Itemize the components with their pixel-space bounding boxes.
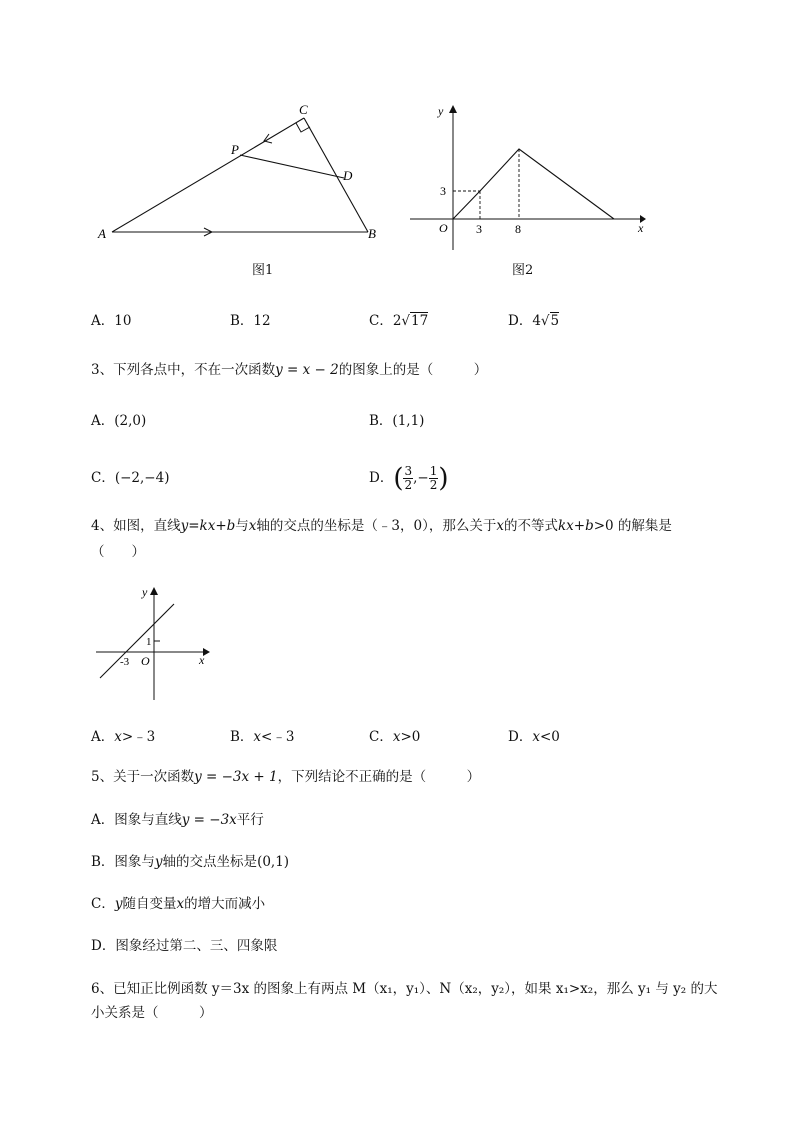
q2-option-b: B．12	[230, 313, 271, 329]
option-value: >﹣3	[121, 729, 156, 745]
figure-1-triangle	[90, 95, 390, 285]
q5-option-b	[91, 853, 289, 871]
fig2-tick-8x: 8	[515, 222, 521, 236]
q3-option-a	[91, 412, 146, 430]
option-text: C．	[91, 896, 115, 912]
q3-stem-text: 3、下列各点中，不在一次函数	[91, 362, 276, 378]
q4-stem-line1	[91, 517, 672, 535]
option-text: 随自变量	[122, 896, 177, 912]
sqrt-symbol: √	[401, 313, 411, 329]
q2-option-d	[508, 312, 559, 330]
q5-stem	[91, 768, 480, 786]
option-var: x	[253, 729, 262, 745]
option-text: 轴的交点坐标是	[162, 854, 258, 870]
q4-option-b	[230, 728, 294, 746]
fig2-label-O: O	[439, 221, 448, 235]
option-var: x	[392, 729, 401, 745]
option-var: y	[154, 854, 163, 870]
option-var: x	[114, 729, 122, 745]
fig2-label-y: y	[438, 104, 444, 118]
q4-fig-O: O	[141, 654, 150, 668]
q3-stem	[91, 361, 487, 379]
q5-option-d: D．图象经过第二、三、四象限	[91, 938, 278, 954]
q4-fig-minus3: -3	[120, 656, 130, 668]
q5-option-a	[91, 811, 264, 829]
fig1-label-P: P	[231, 142, 239, 157]
q4-fig-1: 1	[146, 636, 152, 648]
option-text: 的增大而减小	[184, 896, 266, 912]
option-value: <﹣3	[261, 729, 295, 745]
q6-stem-line2: 小关系是（ ）	[91, 1005, 213, 1021]
q4-text: 与	[235, 518, 249, 534]
q3-option-d	[369, 458, 449, 499]
option-label: D．	[369, 470, 394, 486]
fig2-label-x: x	[638, 221, 644, 235]
q2-option-c	[369, 312, 428, 330]
sqrt-symbol: √	[540, 313, 550, 329]
q5-formula: y = −3x + 1	[194, 769, 278, 785]
fig1-label-D: D	[343, 168, 353, 183]
option-formula: y = −3x	[181, 812, 237, 828]
numerator: 3	[404, 464, 413, 478]
fraction-1	[403, 465, 413, 492]
q4-var: x	[496, 518, 504, 534]
option-text: 平行	[236, 812, 264, 828]
q2-option-a: A．10	[91, 313, 132, 329]
q4-figure-graph	[90, 580, 220, 705]
denominator: 2	[429, 478, 438, 492]
option-value: (−2,−4)	[114, 470, 170, 486]
option-text: B．图象与	[91, 854, 155, 870]
fig2-tick-3y: 3	[440, 184, 446, 198]
q3-option-c	[91, 469, 169, 487]
option-var: x	[176, 896, 185, 912]
separator: ,−	[413, 470, 429, 486]
q6-stem-line1: 6、已知正比例函数 y＝3x 的图象上有两点 M（x₁，y₁）、N（x₂，y₂），如果 x₁>x₂，那么 y₁ 与 y₂ 的大	[91, 981, 718, 997]
option-label: D．	[508, 729, 533, 745]
q4-fig-x: x	[199, 653, 205, 667]
option-var: y	[114, 896, 123, 912]
q4-text: 的不等式	[503, 518, 558, 534]
q4-option-a	[91, 728, 155, 746]
q5-text: 5、关于一次函数	[91, 769, 195, 785]
denominator: 2	[404, 478, 413, 492]
figure-2-caption: 图2	[512, 263, 534, 278]
q2-option-d-prefix: D．4	[508, 313, 541, 329]
option-label: B．	[369, 413, 393, 429]
q3-stem-end: 的图象上的是（ ）	[338, 362, 488, 378]
option-label: C．	[91, 470, 115, 486]
q5-option-c	[91, 895, 265, 913]
numerator: 1	[429, 464, 438, 478]
left-paren: (	[393, 463, 404, 494]
q3-option-b	[369, 412, 424, 430]
q4-var: x	[248, 518, 257, 534]
q4-option-c	[369, 728, 420, 746]
option-label: C．	[369, 729, 393, 745]
q3-formula: y = x − 2	[275, 362, 339, 378]
q4-option-d	[508, 728, 560, 746]
q2-option-c-prefix: C．2	[369, 313, 402, 329]
fig1-label-C: C	[299, 102, 308, 117]
option-var: x	[532, 729, 540, 745]
q2-option-d-radicand: 5	[550, 313, 560, 329]
figure-1-caption: 图1	[252, 263, 274, 278]
q4-stem-line2: （ ）	[91, 544, 145, 560]
q4-text: 轴的交点的坐标是（﹣3，0），那么关于	[256, 518, 497, 534]
q4-text: >0 的解集是	[593, 518, 672, 534]
option-value: (0,1)	[257, 854, 290, 870]
option-value: (1,1)	[392, 413, 425, 429]
fig2-tick-3x: 3	[476, 222, 482, 236]
option-text: A．图象与直线	[91, 812, 182, 828]
option-value: <0	[539, 729, 560, 745]
q4-formula: y=kx+b	[180, 518, 236, 534]
option-value: (2,0)	[114, 413, 147, 429]
figure-2-graph	[400, 95, 660, 255]
q4-formula: kx+b	[557, 518, 594, 534]
right-paren: )	[438, 463, 449, 494]
q2-option-c-radicand: 17	[411, 313, 429, 329]
option-value: >0	[400, 729, 421, 745]
q5-text: ，下列结论不正确的是（ ）	[277, 769, 481, 785]
option-label: A．	[91, 729, 115, 745]
fig1-label-A: A	[98, 226, 106, 241]
fraction-2	[429, 465, 439, 492]
q4-text: 4、如图，直线	[91, 518, 181, 534]
option-label: A．	[91, 413, 115, 429]
option-label: B．	[230, 729, 254, 745]
fig1-label-B: B	[368, 226, 376, 241]
q4-fig-y: y	[142, 585, 148, 599]
